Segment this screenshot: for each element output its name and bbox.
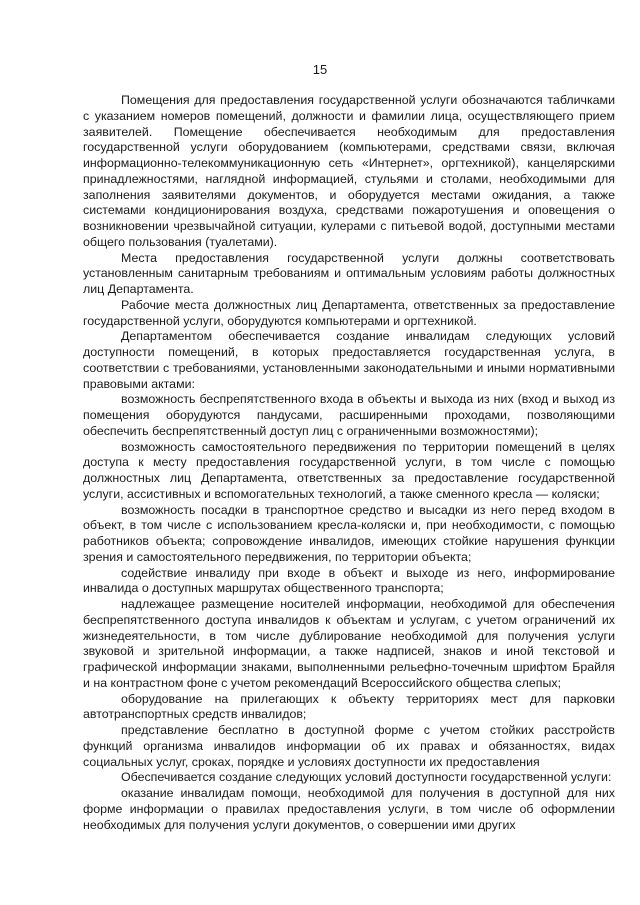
paragraph-transport: возможность посадки в транспортное средство и высадки из него перед входом в объект, в том числе с использованием кресла-коляски и, при необходимости, с помощью работников объекта; сопровождение инвалидов, имеющих стойкие нарушения функции зрения и самостоятельного передвижения, по территории объекта; [83,502,615,564]
paragraph-movement: возможность самостоятельного передвижения по территории помещений в целях доступа к месту предоставления государственной услуги, в том числе с помощью должностных лиц Департамента, ответственных за предоставление государственной услуги, ассистивных и вспомогательных технологий, а также сменного кресла — коляски; [83,439,615,501]
paragraph-sanitary-requirements: Места предоставления государственной услуги должны соответствовать установленным санитарным требованиям и оптимальным условиям работы должностных лиц Департамента. [83,250,615,296]
paragraph-help-for-disabled: оказание инвалидам помощи, необходимой для получения в доступной для них форме информации о правилах предоставления услуги, в том числе об оформлении необходимых для получения услуги документов, о совершении ими других [83,786,615,832]
paragraph-entry-exit: возможность беспрепятственного входа в объекты и выхода из них (вход и выход из помещения оборудуются пандусами, расширенными проходами, позволяющими обеспечить беспрепятственный доступ лиц с ограниченными возможностями); [83,392,615,438]
page-number: 15 [312,62,328,77]
paragraph-workplaces: Рабочие места должностных лиц Департамента, ответственных за предоставление государственной услуги, оборудуются компьютерами и оргтехникой. [83,297,615,328]
paragraph-free-information: представление бесплатно в доступной форме с учетом стойких расстройств функций организма инвалидов информации об их правах и обязанностях, видах социальных услуг, сроках, порядке и условиях доступности их предоставления [83,723,615,769]
paragraph-assistance: содействие инвалиду при входе в объект и выходе из него, информирование инвалида о доступных маршрутах общественного транспорта; [83,565,615,596]
paragraph-service-accessibility-intro: Обеспечивается создание следующих условий доступности государственной услуги: [121,770,612,785]
paragraph-parking: оборудование на прилегающих к объекту территориях мест для парковки автотранспортных средств инвалидов; [83,691,615,722]
paragraph-information-carriers: надлежащее размещение носителей информации, необходимой для обеспечения беспрепятственного доступа инвалидов к объектам и услугам, с учетом ограничений их жизнедеятельности, в том числе дублирование необходимой для получения услуги звуковой и зрительной информации, а также надписей, знаков и иной текстовой и графической информации знаками, выполненными рельефно-точечным шрифтом Брайля и на контрастном фоне с учетом рекомендаций Всероссийского общества слепых; [83,597,615,690]
paragraph-accessibility-intro: Департаментом обеспечивается создание инвалидам следующих условий доступности помещений, в которых предоставляется государственная услуга, в соответствии с требованиями, установленными законодательными и иными нормативными правовыми актами: [83,329,615,391]
paragraph-premises-signage: Помещения для предоставления государственной услуги обозначаются табличками с указанием номеров помещений, должности и фамилии лица, осуществляющего прием заявителей. Помещение обеспечивается необходимым для предоставления государственной услуги оборудованием (компьютерами, средствами связи, включая информационно-телекоммуникационную сеть «Интернет», оргтехникой), канцелярскими принадлежностями, наглядной информацией, стульями и столами, необходимыми для заполнения заявителями документов, и оборудуется местами ожидания, а также системами кондиционирования воздуха, средствами пожаротушения и оповещения о возникновении чрезвычайной ситуации, кулерами с питьевой водой, доступными местами общего пользования (туалетами). [83,93,615,249]
document-body [83,93,615,833]
